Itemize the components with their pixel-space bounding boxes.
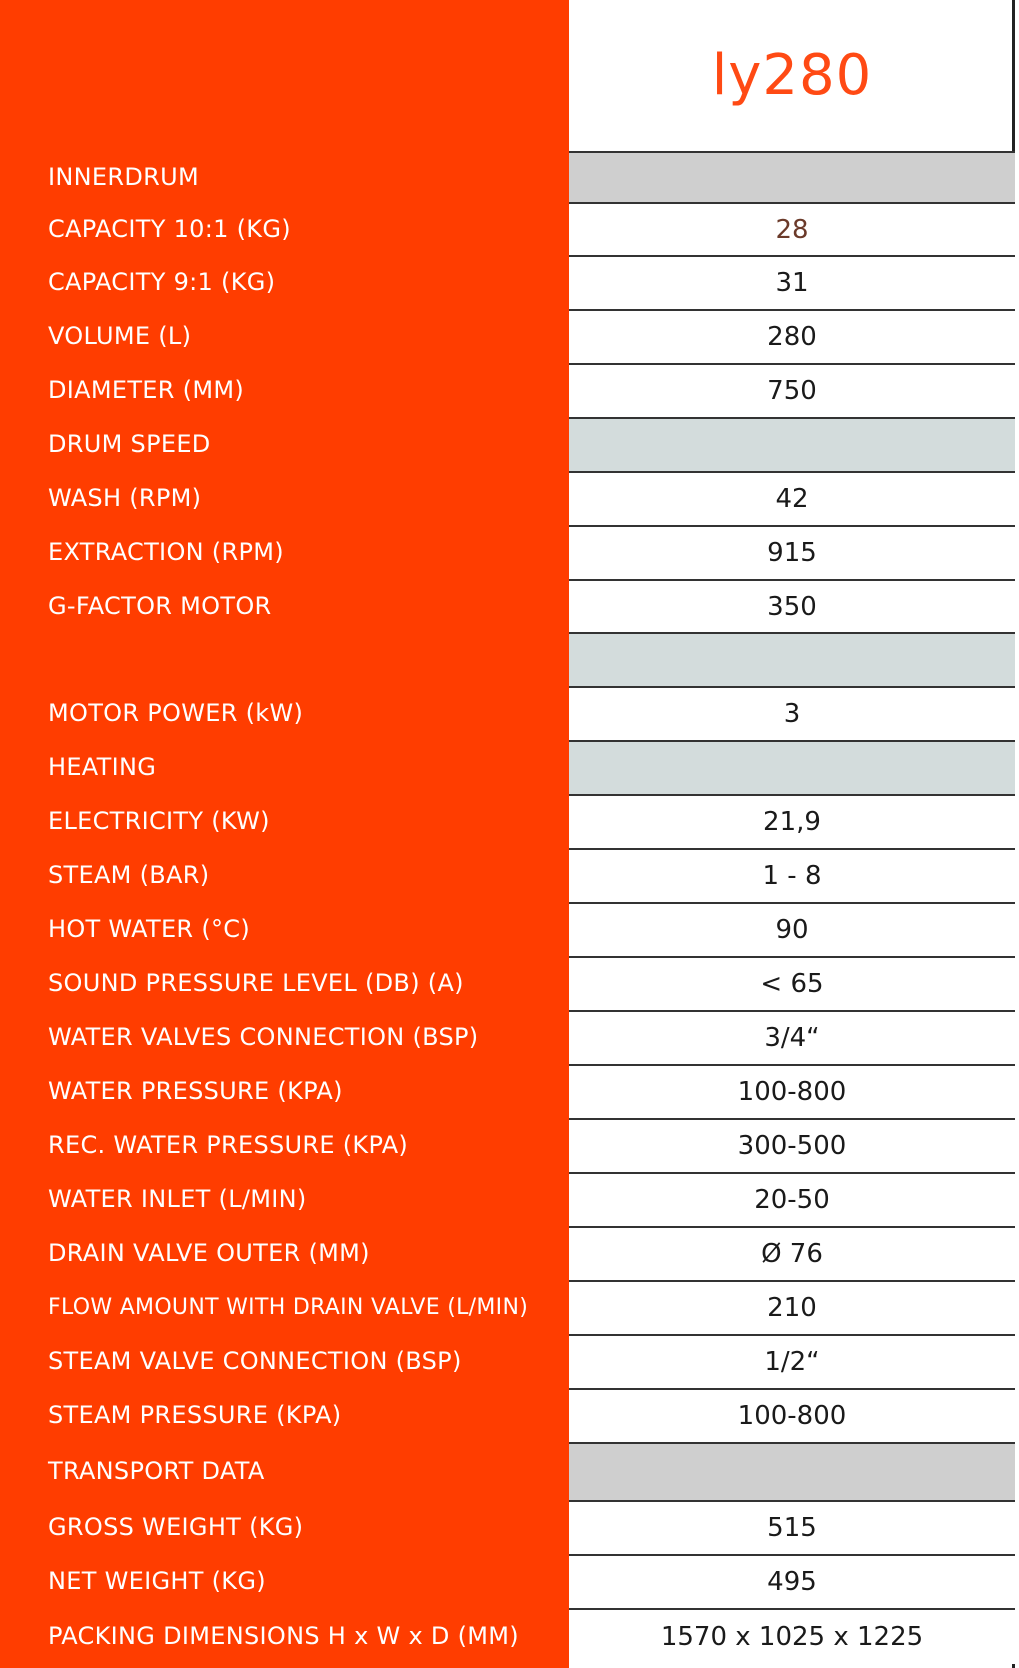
section-header-cell [569,632,1015,686]
spec-value: < 65 [569,956,1015,1010]
spec-value: 1/2“ [569,1334,1015,1388]
spec-label: CAPACITY 10:1 (KG) [48,214,291,243]
spec-value: 90 [569,902,1015,956]
section-header-cell [569,1442,1015,1500]
section-heading: INNERDRUM [48,162,199,191]
spec-label: CAPACITY 9:1 (KG) [48,268,276,296]
spec-value: 1 - 8 [569,848,1015,902]
spec-label: PACKING DIMENSIONS H x W x D (MM) [48,1622,519,1650]
spec-label: HOT WATER (°C) [48,915,251,943]
section-heading: TRANSPORT DATA [48,1457,265,1485]
spec-label: STEAM VALVE CONNECTION (BSP) [48,1347,462,1375]
spec-value: 100-800 [569,1064,1015,1118]
spec-label: SOUND PRESSURE LEVEL (DB) (A) [48,969,464,997]
spec-label: WATER INLET (L/MIN) [48,1185,307,1213]
spec-value: 300-500 [569,1118,1015,1172]
spec-value: 21,9 [569,794,1015,848]
spec-value: 515 [569,1500,1015,1554]
spec-label: VOLUME (L) [48,322,192,350]
spec-label: GROSS WEIGHT (KG) [48,1513,304,1541]
spec-label: WASH (RPM) [48,484,202,512]
spec-label: WATER PRESSURE (KPA) [48,1077,343,1105]
spec-label: NET WEIGHT (KG) [48,1567,266,1595]
spec-value: 280 [569,309,1015,363]
section-heading: DRUM SPEED [48,430,211,458]
spec-label: EXTRACTION (RPM) [48,538,284,566]
spec-label: DRAIN VALVE OUTER (MM) [48,1239,370,1267]
spec-label: G-FACTOR MOTOR [48,591,272,620]
spec-value: 20-50 [569,1172,1015,1226]
spec-value: 100-800 [569,1388,1015,1442]
spec-value: Ø 76 [569,1226,1015,1280]
spec-label: WATER VALVES CONNECTION (BSP) [48,1023,479,1051]
spec-label: STEAM PRESSURE (KPA) [48,1401,342,1429]
spec-label: ELECTRICITY (KW) [48,807,270,835]
spec-label: MOTOR POWER (kW) [48,699,304,727]
spec-value: 915 [569,525,1015,579]
spec-value: 350 [569,579,1015,632]
section-heading: HEATING [48,753,157,781]
spec-value: 31 [569,255,1015,309]
section-header-cell [569,417,1015,471]
spec-label: STEAM (BAR) [48,861,210,889]
section-header-cell [569,151,1015,202]
spec-value: 28 [569,202,1015,255]
spec-value: 42 [569,471,1015,525]
model-title: ly280 [711,43,873,108]
section-header-cell [569,740,1015,794]
spec-value: 210 [569,1280,1015,1334]
spec-label: REC. WATER PRESSURE (KPA) [48,1131,409,1159]
spec-value: 750 [569,363,1015,417]
spec-value: 1570 x 1025 x 1225 [569,1608,1015,1664]
spec-label: FLOW AMOUNT WITH DRAIN VALVE (L/MIN) [48,1294,529,1320]
spec-value: 3/4“ [569,1010,1015,1064]
spec-value: 3 [569,686,1015,740]
spec-label: DIAMETER (MM) [48,376,245,404]
spec-value: 495 [569,1554,1015,1608]
